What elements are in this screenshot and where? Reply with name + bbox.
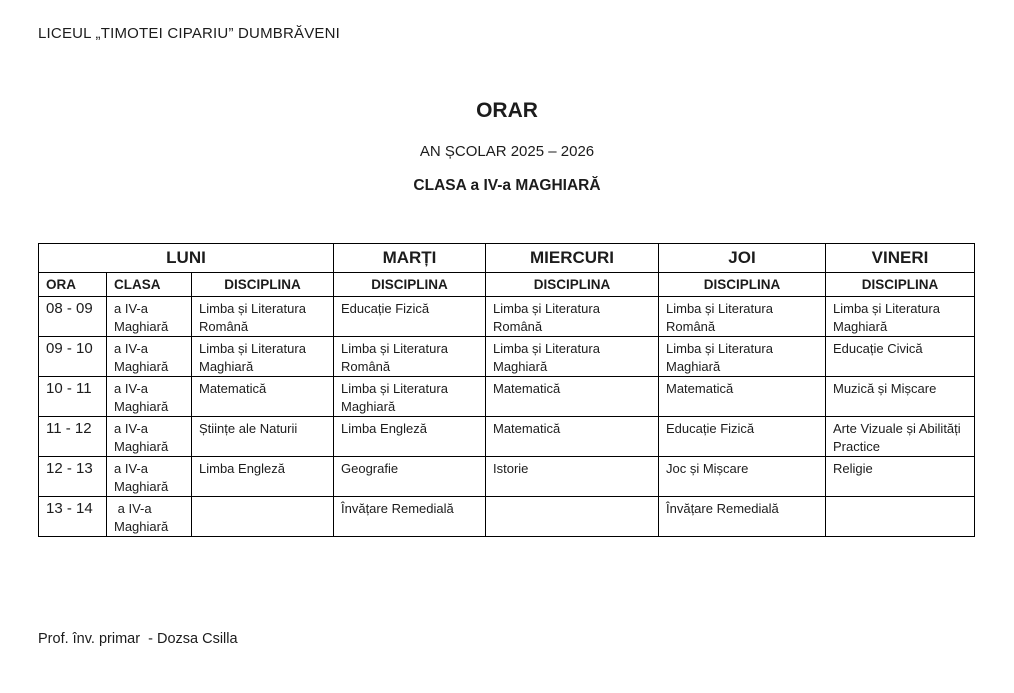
- table-row: [39, 377, 975, 417]
- subject-cell-vineri: Limba și Literatura Maghiară: [826, 297, 975, 337]
- subject-cell-joi: Învățare Remedială: [659, 497, 826, 537]
- subject-cell-marti: Învățare Remedială: [334, 497, 486, 537]
- subject-cell-joi: Educație Fizică: [659, 417, 826, 457]
- school-name: LICEUL „TIMOTEI CIPARIU” DUMBRĂVENI: [38, 25, 341, 42]
- column-header-disciplina-miercuri: DISCIPLINA: [486, 273, 659, 297]
- teacher-signature: Prof. înv. primar - Dozsa Csilla: [38, 631, 238, 647]
- class-cell: a IV-a Maghiară: [107, 417, 192, 457]
- subject-cell-marti: Educație Fizică: [334, 297, 486, 337]
- column-header-disciplina-marti: DISCIPLINA: [334, 273, 486, 297]
- column-header-disciplina-joi: DISCIPLINA: [659, 273, 826, 297]
- subject-cell-luni: Matematică: [192, 377, 334, 417]
- column-header-row: [39, 273, 975, 297]
- subject-cell-miercuri: [486, 497, 659, 537]
- day-header-miercuri: MIERCURI: [486, 244, 659, 273]
- column-header-ora: ORA: [39, 273, 107, 297]
- day-header-joi: JOI: [659, 244, 826, 273]
- day-header-luni: LUNI: [39, 244, 334, 273]
- subject-cell-miercuri: Matematică: [486, 417, 659, 457]
- time-slot: 08 - 09: [39, 297, 107, 337]
- subject-cell-marti: Limba și Literatura Română: [334, 337, 486, 377]
- table-row: [39, 297, 975, 337]
- table-row: [39, 337, 975, 377]
- subject-cell-luni: Științe ale Naturii: [192, 417, 334, 457]
- time-slot: 11 - 12: [39, 417, 107, 457]
- subject-cell-joi: Limba și Literatura Română: [659, 297, 826, 337]
- class-cell: a IV-a Maghiară: [107, 297, 192, 337]
- subject-cell-miercuri: Matematică: [486, 377, 659, 417]
- page-title: ORAR: [476, 99, 538, 122]
- class-cell: a IV-a Maghiară: [107, 377, 192, 417]
- subject-cell-miercuri: Limba și Literatura Română: [486, 297, 659, 337]
- day-header-marti: MARȚI: [334, 244, 486, 273]
- subject-cell-miercuri: Limba și Literatura Maghiară: [486, 337, 659, 377]
- subject-cell-marti: Geografie: [334, 457, 486, 497]
- subject-cell-vineri: Arte Vizuale și Abilități Practice: [826, 417, 975, 457]
- column-header-clasa: CLASA: [107, 273, 192, 297]
- subject-cell-luni: Limba și Literatura Română: [192, 297, 334, 337]
- column-header-disciplina-luni: DISCIPLINA: [192, 273, 334, 297]
- column-header-disciplina-vineri: DISCIPLINA: [826, 273, 975, 297]
- day-header-vineri: VINERI: [826, 244, 975, 273]
- subject-cell-miercuri: Istorie: [486, 457, 659, 497]
- class-cell: a IV-a Maghiară: [107, 337, 192, 377]
- time-slot: 13 - 14: [39, 497, 107, 537]
- subject-cell-marti: Limba Engleză: [334, 417, 486, 457]
- day-header-row: [39, 244, 975, 273]
- subject-cell-luni: Limba Engleză: [192, 457, 334, 497]
- table-row: [39, 497, 975, 537]
- class-cell: a IV-a Maghiară: [107, 457, 192, 497]
- timetable: [38, 243, 975, 537]
- subject-cell-joi: Matematică: [659, 377, 826, 417]
- subject-cell-vineri: Religie: [826, 457, 975, 497]
- time-slot: 12 - 13: [39, 457, 107, 497]
- class-cell: a IV-a Maghiară: [107, 497, 192, 537]
- subject-cell-vineri: Muzică și Mișcare: [826, 377, 975, 417]
- subject-cell-luni: Limba și Literatura Maghiară: [192, 337, 334, 377]
- class-title: CLASA a IV-a MAGHIARĂ: [413, 177, 601, 194]
- table-row: [39, 417, 975, 457]
- school-year-subtitle: AN ȘCOLAR 2025 – 2026: [419, 143, 595, 160]
- subject-cell-vineri: [826, 497, 975, 537]
- subject-cell-luni: [192, 497, 334, 537]
- subject-cell-marti: Limba și Literatura Maghiară: [334, 377, 486, 417]
- subject-cell-joi: Joc și Mișcare: [659, 457, 826, 497]
- time-slot: 10 - 11: [39, 377, 107, 417]
- table-row: [39, 457, 975, 497]
- time-slot: 09 - 10: [39, 337, 107, 377]
- subject-cell-vineri: Educație Civică: [826, 337, 975, 377]
- subject-cell-joi: Limba și Literatura Maghiară: [659, 337, 826, 377]
